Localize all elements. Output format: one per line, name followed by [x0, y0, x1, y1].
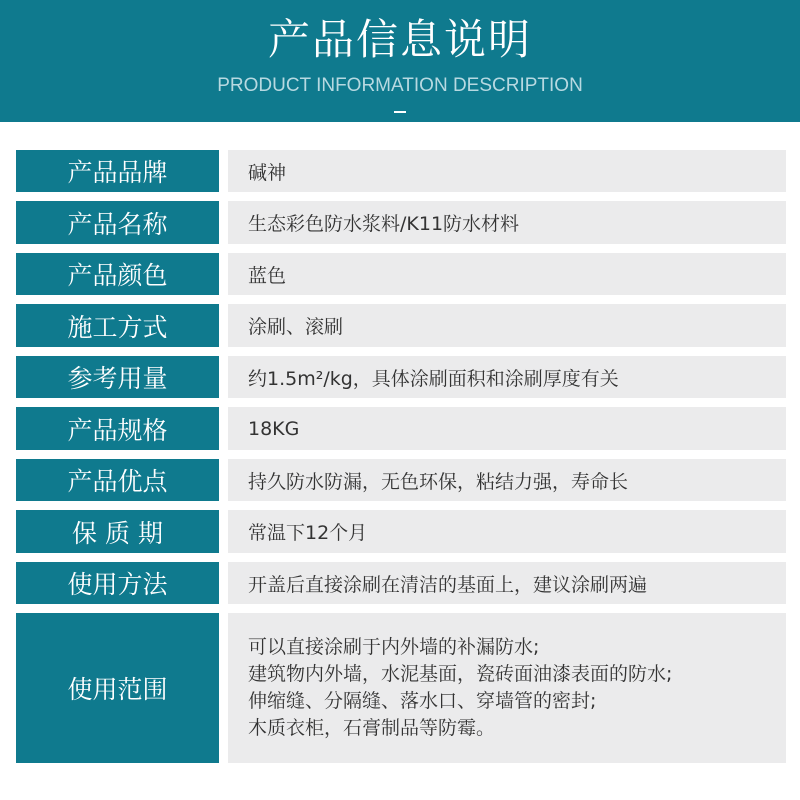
row-value: 碱神 [228, 150, 786, 192]
row-shelf-life [16, 510, 786, 553]
row-advantages [16, 459, 786, 501]
row-label: 产品规格 [16, 407, 219, 450]
row-value: 蓝色 [228, 253, 786, 295]
page-subtitle: PRODUCT INFORMATION DESCRIPTION [217, 75, 583, 96]
row-value: 涂刷、滚刷 [228, 304, 786, 347]
row-label: 使用范围 [16, 613, 219, 763]
scope-line: 木质衣柜，石膏制品等防霉。 [248, 717, 496, 739]
row-brand [16, 150, 786, 192]
row-label: 产品名称 [16, 201, 219, 244]
row-color [16, 253, 786, 295]
row-usage-scope [16, 613, 786, 763]
page-title: 产品信息说明 [267, 15, 532, 64]
header-banner [0, 0, 800, 122]
row-label: 产品品牌 [16, 150, 219, 192]
scope-line: 可以直接涂刷于内外墙的补漏防水; [248, 636, 540, 658]
row-label: 产品优点 [16, 459, 219, 501]
row-application-method [16, 304, 786, 347]
row-value: 18KG [228, 407, 786, 450]
row-value: 开盖后直接涂刷在清洁的基面上，建议涂刷两遍 [228, 562, 786, 604]
row-label: 产品颜色 [16, 253, 219, 295]
row-value: 约1.5m²/kg，具体涂刷面积和涂刷厚度有关 [228, 356, 786, 398]
row-value: 持久防水防漏，无色环保，粘结力强，寿命长 [228, 459, 786, 501]
row-product-name [16, 201, 786, 244]
row-label: 保 质 期 [16, 510, 219, 553]
row-value [228, 613, 786, 763]
row-value: 生态彩色防水浆料/K11防水材料 [228, 201, 786, 244]
row-label: 参考用量 [16, 356, 219, 398]
row-specification [16, 407, 786, 450]
row-label: 使用方法 [16, 562, 219, 604]
row-usage-method [16, 562, 786, 604]
row-reference-usage [16, 356, 786, 398]
scope-line: 伸缩缝、分隔缝、落水口、穿墙管的密封; [248, 690, 597, 712]
title-underline [394, 111, 406, 113]
row-label: 施工方式 [16, 304, 219, 347]
scope-line: 建筑物内外墙，水泥基面，瓷砖面油漆表面的防水; [248, 663, 673, 685]
row-value: 常温下12个月 [228, 510, 786, 553]
